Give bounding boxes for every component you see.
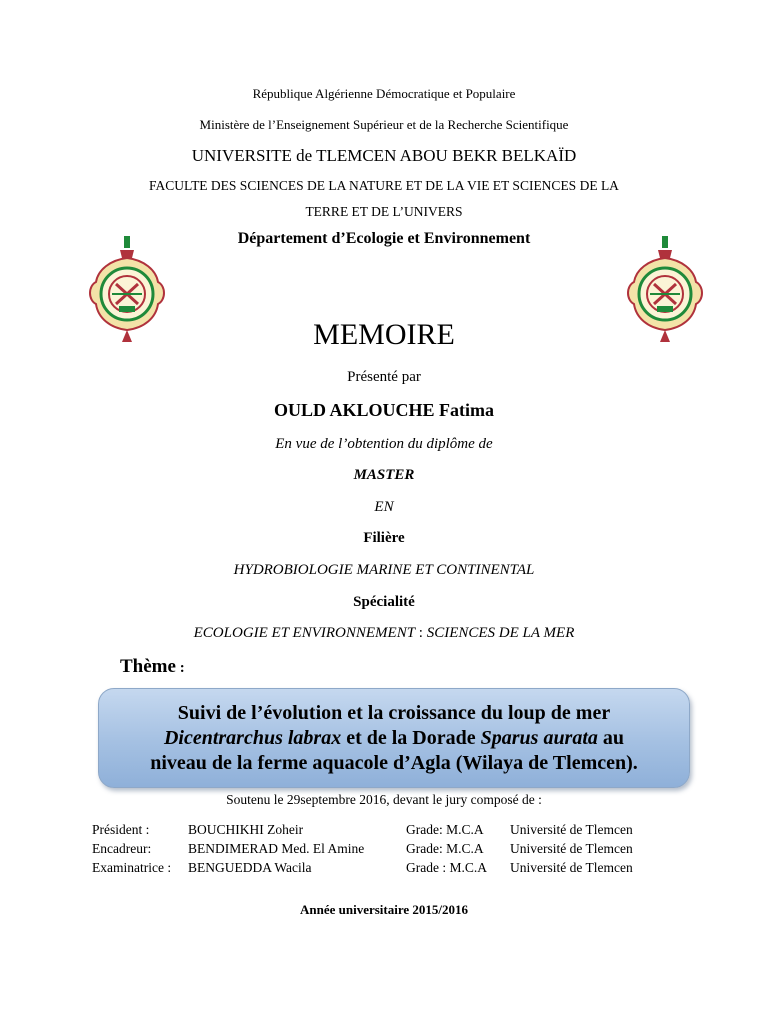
specialite-label: Spécialité (353, 594, 415, 610)
department-name: Département d’Ecologie et Environnement (237, 230, 531, 247)
theme-line-2-tail: au (597, 726, 625, 749)
jury-role: Encadreur: (92, 841, 152, 856)
species-name-2: Sparus aurata (480, 726, 598, 749)
document-title: MEMOIRE (313, 318, 455, 351)
jury-role: Examinatrice : (92, 860, 172, 875)
purpose-line: En vue de l’obtention du diplôme de (275, 436, 493, 452)
specialite-separator: : (415, 625, 427, 641)
degree-name: MASTER (353, 467, 415, 483)
jury-row (0, 860, 768, 880)
jury-row (0, 822, 768, 842)
presented-by-label: Présenté par (347, 369, 421, 385)
jury-role: Président : (92, 822, 150, 837)
specialite-value-b: SCIENCES DE LA MER (426, 625, 575, 641)
jury-university: Université de Tlemcen (510, 841, 633, 856)
defense-line: Soutenu le 29septembre 2016, devant le jury composé de : (226, 792, 542, 807)
author-name: OULD AKLOUCHE Fatima (273, 400, 494, 420)
faculty-line-2: TERRE ET DE L’UNIVERS (305, 204, 463, 219)
theme-label: Thème (120, 656, 176, 677)
jury-grade: Grade : M.C.A (406, 860, 487, 875)
faculty-line-1: FACULTE DES SCIENCES DE LA NATURE ET DE LA VIE ET SCIENCES DE LA (149, 178, 619, 193)
jury-university: Université de Tlemcen (510, 860, 633, 875)
jury-row (0, 841, 768, 861)
theme-box (98, 688, 690, 788)
jury-name: BOUCHIKHI Zoheir (188, 822, 304, 837)
ministry-line: Ministère de l’Enseignement Supérieur et de la Recherche Scientifique (199, 117, 569, 132)
republic-line: République Algérienne Démocratique et Populaire (252, 86, 516, 101)
specialite-value-a: ECOLOGIE ET ENVIRONNEMENT (193, 625, 416, 641)
theme-line-2-text: et de la Dorade (341, 726, 481, 749)
jury-grade: Grade: M.C.A (406, 822, 484, 837)
theme-heading (120, 656, 185, 678)
specialite-value (0, 625, 768, 642)
filiere-value: HYDROBIOLOGIE MARINE ET CONTINENTAL (233, 562, 535, 578)
filiere-label: Filière (363, 530, 405, 546)
academic-year: Année universitaire 2015/2016 (299, 902, 469, 917)
theme-line-3: niveau de la ferme aquacole d’Agla (Wilaya de Tlemcen). (150, 751, 638, 774)
en-label: EN (374, 499, 394, 515)
theme-line-2 (164, 726, 624, 751)
species-name-1: Dicentrarchus labrax (163, 726, 342, 749)
jury-university: Université de Tlemcen (510, 822, 633, 837)
university-name: UNIVERSITE de TLEMCEN ABOU BEKR BELKAÏD (191, 146, 577, 165)
jury-name: BENDIMERAD Med. El Amine (188, 841, 365, 856)
jury-grade: Grade: M.C.A (406, 841, 484, 856)
theme-line-1: Suivi de l’évolution et la croissance du loup de mer (177, 701, 611, 724)
theme-colon: : (175, 660, 185, 676)
jury-name: BENGUEDDA Wacila (188, 860, 312, 875)
